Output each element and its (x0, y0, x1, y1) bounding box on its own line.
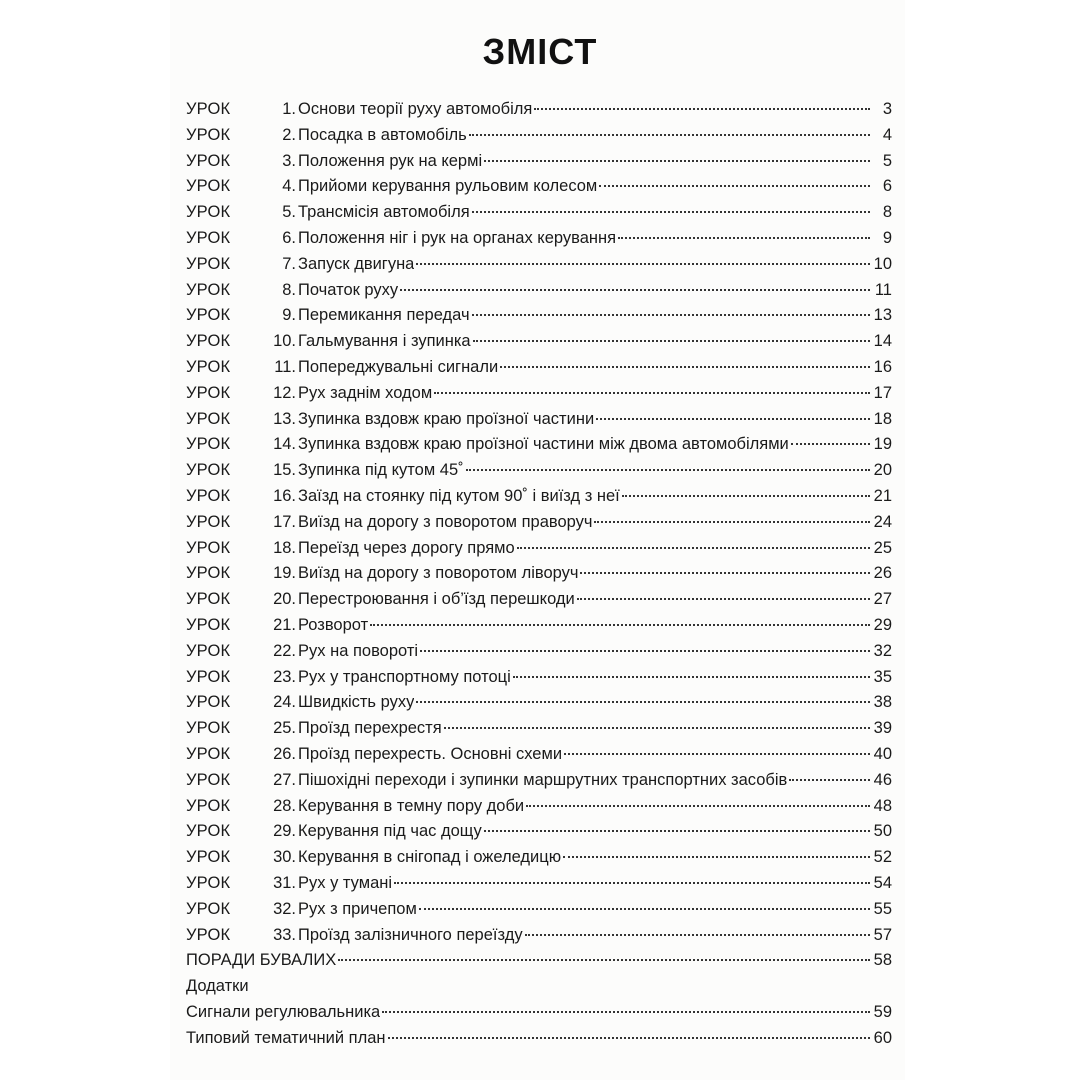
dot-leader (484, 160, 870, 162)
dot-leader (517, 547, 870, 549)
lesson-number: 12. (273, 383, 296, 402)
lesson-word: УРОК (186, 486, 231, 505)
toc-row-lesson-16[interactable] (186, 484, 892, 510)
toc-row-advice[interactable] (186, 948, 892, 974)
lesson-word: УРОК (186, 177, 231, 196)
lesson-word: УРОК (186, 899, 231, 918)
lesson-title: Розворот (298, 615, 369, 634)
dot-leader (789, 779, 870, 781)
toc-row-lesson-26[interactable] (186, 742, 892, 768)
lesson-title: Рух у тумані (298, 873, 393, 892)
dot-leader (564, 753, 870, 755)
dot-leader (525, 934, 870, 936)
lesson-title: Рух на повороті (298, 641, 419, 660)
dot-leader (370, 624, 870, 626)
lesson-number: 30. (273, 848, 296, 867)
toc-row-appendix-1[interactable] (186, 1000, 892, 1026)
lesson-word: УРОК (186, 744, 231, 763)
dot-leader (594, 521, 870, 523)
dot-leader (382, 1011, 870, 1013)
toc-row-lesson-9[interactable] (186, 303, 892, 329)
lesson-word: УРОК (186, 925, 231, 944)
page-number: 35 (873, 667, 892, 686)
page-number: 25 (873, 538, 892, 557)
page-number: 50 (873, 822, 892, 841)
lesson-number: 14. (273, 435, 296, 454)
lesson-word: УРОК (186, 719, 231, 738)
lesson-number: 17. (273, 512, 296, 531)
appendix-heading-row (186, 974, 892, 1000)
appendix-title: Типовий тематичний план (186, 1028, 386, 1047)
lesson-word: УРОК (186, 203, 231, 222)
lesson-word: УРОК (186, 538, 231, 557)
lesson-word: УРОК (186, 873, 231, 892)
lesson-word: УРОК (186, 564, 231, 583)
lesson-number: 10. (273, 332, 296, 351)
toc-row-lesson-19[interactable] (186, 561, 892, 587)
lesson-number: 26. (273, 744, 296, 763)
page-number: 58 (873, 951, 892, 970)
dot-leader (444, 727, 870, 729)
page-number: 38 (873, 693, 892, 712)
lesson-number: 11. (274, 357, 296, 376)
toc-row-lesson-28[interactable] (186, 794, 892, 820)
lesson-word: УРОК (186, 100, 231, 118)
appendix-title: Сигнали регулювальника (186, 1002, 381, 1021)
lesson-title: Зупинка вздовж краю проїзної частини між двома автомобілями (298, 435, 789, 454)
lesson-number: 29. (273, 822, 296, 841)
lesson-number: 1. (282, 100, 296, 118)
lesson-number: 16. (273, 486, 296, 505)
page-number: 24 (873, 512, 892, 531)
lesson-title: Положення рук на кермі (298, 151, 483, 170)
dot-leader (338, 959, 870, 961)
page-number: 48 (873, 796, 892, 815)
dot-leader (434, 392, 870, 394)
dot-leader (420, 650, 870, 652)
toc-row-lesson-25[interactable] (186, 716, 892, 742)
page-number: 26 (873, 564, 892, 583)
advice-title: ПОРАДИ БУВАЛИХ (186, 951, 337, 970)
lesson-number: 32. (273, 899, 296, 918)
toc-row-lesson-6[interactable] (186, 226, 892, 252)
lesson-number: 33. (273, 925, 296, 944)
page-number: 5 (882, 151, 892, 170)
lesson-word: УРОК (186, 383, 231, 402)
dot-leader (473, 340, 870, 342)
dot-leader (400, 289, 870, 291)
dot-leader (534, 108, 870, 110)
lesson-word: УРОК (186, 357, 231, 376)
lesson-word: УРОК (186, 280, 231, 299)
lesson-title: Керування під час дощу (298, 822, 482, 841)
lesson-word: УРОК (186, 332, 231, 351)
lesson-number: 22. (273, 641, 296, 660)
page-number: 52 (873, 848, 892, 867)
lesson-title: Керування в снігопад і ожеледицю (298, 848, 562, 867)
page-number: 21 (873, 486, 892, 505)
dot-leader (791, 443, 870, 445)
lesson-title: Перестроювання і об’їзд перешкоди (298, 590, 575, 609)
lesson-number: 7. (282, 254, 296, 273)
toc-row-lesson-22[interactable] (186, 639, 892, 665)
lesson-number: 21. (273, 615, 296, 634)
lesson-title: Проїзд залізничного переїзду (298, 925, 523, 944)
dot-leader (580, 572, 870, 574)
toc-row-lesson-17[interactable] (186, 510, 892, 536)
lesson-title: Зупинка вздовж краю проїзної частини (298, 409, 595, 428)
lesson-title: Рух заднім ходом (298, 383, 433, 402)
lesson-word: УРОК (186, 228, 231, 247)
lesson-number: 25. (273, 719, 296, 738)
page-number: 27 (873, 590, 892, 609)
page-number: 55 (873, 899, 892, 918)
dot-leader (394, 882, 870, 884)
table-of-contents (186, 97, 892, 1051)
toc-row-lesson-8[interactable] (186, 278, 892, 304)
page-number: 57 (873, 925, 892, 944)
page-number: 46 (873, 770, 892, 789)
toc-row-lesson-24[interactable] (186, 690, 892, 716)
lesson-number: 20. (273, 590, 296, 609)
toc-row-lesson-10[interactable] (186, 329, 892, 355)
lesson-title: Положення ніг і рук на органах керування (298, 228, 617, 247)
lesson-number: 18. (273, 538, 296, 557)
page-number: 4 (882, 125, 892, 144)
lesson-title: Рух у транспортному потоці (298, 667, 511, 686)
lesson-number: 6. (282, 228, 296, 247)
dot-leader (466, 469, 870, 471)
lesson-title: Проїзд перехресть. Основні схеми (298, 744, 563, 763)
lesson-title: Попереджувальні сигнали (298, 357, 499, 376)
toc-row-lesson-21[interactable] (186, 613, 892, 639)
page-number: 39 (873, 719, 892, 738)
toc-row-lesson-3[interactable] (186, 149, 892, 175)
lesson-number: 15. (273, 461, 296, 480)
lesson-title: Виїзд на дорогу з поворотом праворуч (298, 512, 593, 531)
page-number: 17 (873, 383, 892, 402)
lesson-title: Перемикання передач (298, 306, 470, 325)
toc-row-lesson-31[interactable] (186, 871, 892, 897)
lesson-word: УРОК (186, 254, 231, 273)
lesson-number: 3. (282, 151, 296, 170)
page-number: 60 (873, 1028, 892, 1047)
lesson-word: УРОК (186, 409, 231, 428)
lesson-number: 9. (282, 306, 296, 325)
page-number: 13 (873, 306, 892, 325)
page-number: 40 (873, 744, 892, 763)
toc-row-lesson-20[interactable] (186, 587, 892, 613)
lesson-title: Основи теорії руху автомобіля (298, 100, 533, 118)
lesson-title: Гальмування і зупинка (298, 332, 471, 351)
page-number: 14 (873, 332, 892, 351)
page-number: 8 (882, 203, 892, 222)
page-number: 18 (873, 409, 892, 428)
toc-row-lesson-12[interactable] (186, 381, 892, 407)
toc-row-lesson-5[interactable] (186, 200, 892, 226)
toc-row-lesson-30[interactable] (186, 845, 892, 871)
lesson-title: Трансмісія автомобіля (298, 203, 470, 222)
toc-row-lesson-1[interactable] (186, 97, 892, 123)
lesson-word: УРОК (186, 822, 231, 841)
lesson-title: Керування в темну пору доби (298, 796, 525, 815)
dot-leader (416, 263, 870, 265)
toc-row-lesson-7[interactable] (186, 252, 892, 278)
dot-leader (577, 598, 870, 600)
lesson-number: 13. (273, 409, 296, 428)
toc-row-lesson-29[interactable] (186, 819, 892, 845)
lesson-word: УРОК (186, 641, 231, 660)
lesson-word: УРОК (186, 667, 231, 686)
toc-row-lesson-13[interactable] (186, 407, 892, 433)
lesson-title: Пішохідні переходи і зупинки маршрутних транспортних засобів (298, 770, 788, 789)
lesson-word: УРОК (186, 151, 231, 170)
toc-row-lesson-27[interactable] (186, 768, 892, 794)
lesson-number: 31. (273, 873, 296, 892)
page-number: 16 (873, 357, 892, 376)
page-number: 59 (873, 1002, 892, 1021)
page-number: 19 (873, 435, 892, 454)
lesson-number: 23. (273, 667, 296, 686)
lesson-number: 8. (282, 280, 296, 299)
dot-leader (469, 134, 870, 136)
dot-leader (500, 366, 870, 368)
lesson-word: УРОК (186, 615, 231, 634)
lesson-number: 19. (273, 564, 296, 583)
toc-row-lesson-18[interactable] (186, 536, 892, 562)
toc-row-lesson-2[interactable] (186, 123, 892, 149)
lesson-number: 4. (282, 177, 296, 196)
lesson-number: 2. (282, 125, 296, 144)
toc-row-lesson-15[interactable] (186, 458, 892, 484)
dot-leader (484, 830, 870, 832)
lesson-title: Швидкість руху (298, 693, 415, 712)
page-number: 32 (873, 641, 892, 660)
toc-row-lesson-14[interactable] (186, 432, 892, 458)
lesson-word: УРОК (186, 693, 231, 712)
page-number: 10 (873, 254, 892, 273)
dot-leader (388, 1037, 870, 1039)
lesson-title: Рух з причепом (298, 899, 417, 918)
lesson-title: Початок руху (298, 280, 399, 299)
page-number: 11 (874, 280, 892, 299)
dot-leader (419, 908, 870, 910)
lesson-title: Прийоми керування рульовим колесом (298, 177, 598, 196)
page-title: ЗМІСТ (482, 31, 598, 72)
lesson-word: УРОК (186, 306, 231, 325)
lesson-word: УРОК (186, 125, 231, 144)
dot-leader (618, 237, 870, 239)
page-number: 20 (873, 461, 892, 480)
dot-leader (599, 185, 870, 187)
toc-row-lesson-33[interactable] (186, 923, 892, 949)
lesson-number: 24. (273, 693, 296, 712)
dot-leader (472, 211, 870, 213)
page-number: 6 (882, 177, 892, 196)
dot-leader (416, 701, 870, 703)
dot-leader (513, 676, 870, 678)
dot-leader (526, 805, 870, 807)
dot-leader (563, 856, 870, 858)
lesson-word: УРОК (186, 590, 231, 609)
lesson-title: Зупинка під кутом 45˚ (298, 461, 464, 480)
toc-row-lesson-32[interactable] (186, 897, 892, 923)
lesson-title: Виїзд на дорогу з поворотом ліворуч (298, 564, 579, 583)
toc-row-appendix-2[interactable] (186, 1026, 892, 1052)
lesson-number: 27. (273, 770, 296, 789)
toc-row-lesson-11[interactable] (186, 355, 892, 381)
dot-leader (596, 418, 870, 420)
page-number: 54 (873, 873, 892, 892)
lesson-title: Заїзд на стоянку під кутом 90˚ і виїзд з неї (298, 486, 620, 505)
dot-leader (472, 314, 870, 316)
toc-row-lesson-23[interactable] (186, 665, 892, 691)
lesson-number: 5. (282, 203, 296, 222)
lesson-word: УРОК (186, 770, 231, 789)
page-number: 3 (882, 100, 892, 118)
page-number: 9 (882, 228, 892, 247)
lesson-title: Посадка в автомобіль (298, 125, 467, 144)
lesson-word: УРОК (186, 796, 231, 815)
lesson-word: УРОК (186, 461, 231, 480)
lesson-word: УРОК (186, 435, 231, 454)
lesson-title: Запуск двигуна (298, 254, 415, 273)
dot-leader (622, 495, 870, 497)
lesson-word: УРОК (186, 848, 231, 867)
lesson-title: Переїзд через дорогу прямо (298, 538, 515, 557)
lesson-title: Проїзд перехрестя (298, 719, 442, 738)
lesson-word: УРОК (186, 512, 231, 531)
appendix-heading: Додатки (186, 977, 249, 996)
lesson-number: 28. (273, 796, 296, 815)
page-number: 29 (873, 615, 892, 634)
toc-row-lesson-4[interactable] (186, 174, 892, 200)
